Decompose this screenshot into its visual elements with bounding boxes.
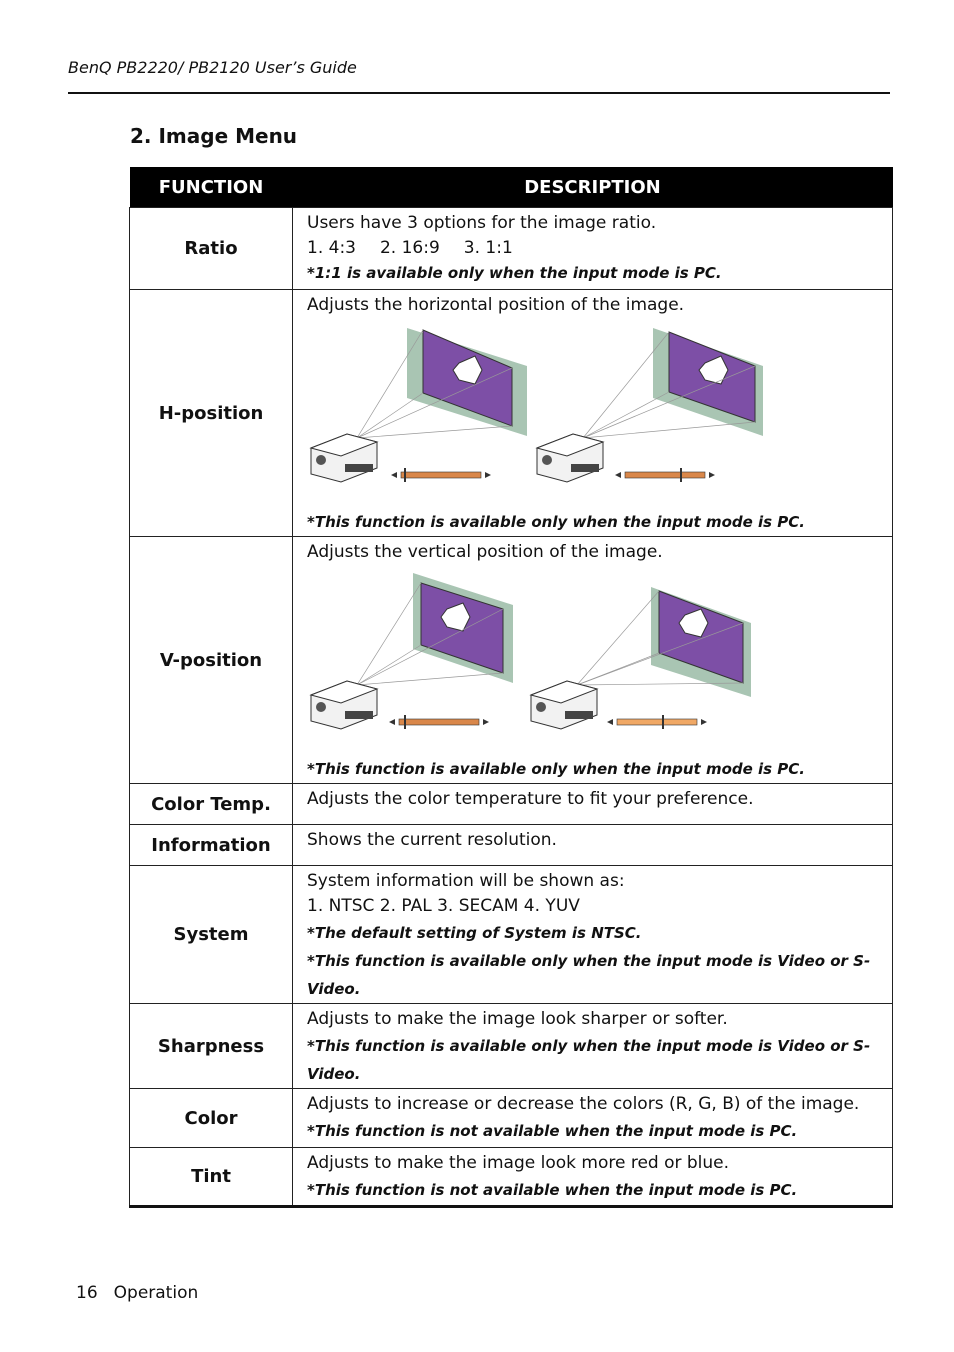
left-projection <box>311 328 527 482</box>
section-title: 2. Image Menu <box>130 124 298 148</box>
function-name: Sharpness <box>130 1004 293 1089</box>
system-options: 1. NTSC 2. PAL 3. SECAM 4. YUV <box>307 896 580 916</box>
table-row <box>130 290 893 537</box>
column-header-description: DESCRIPTION <box>293 167 893 208</box>
projector-icon <box>537 434 603 482</box>
function-description <box>293 825 893 866</box>
function-description <box>293 290 893 537</box>
v-position-illustration <box>307 565 892 755</box>
note-text: *The default setting of System is NTSC. <box>307 924 642 942</box>
image-menu-table <box>129 167 893 1208</box>
footer-section: Operation <box>113 1283 199 1303</box>
function-description <box>293 784 893 825</box>
note-text: *This function is not available when the input mode is PC. <box>307 1122 798 1140</box>
page-number: 16 <box>76 1283 98 1303</box>
function-description <box>293 537 893 784</box>
slider-icon <box>389 715 489 729</box>
projector-icon <box>311 681 377 729</box>
table-row <box>130 825 893 866</box>
table-row <box>130 1148 893 1207</box>
note-text: *1:1 is available only when the input mode is PC. <box>307 264 722 282</box>
function-description <box>293 1004 893 1089</box>
option-item: 3. 1:1 <box>463 238 513 258</box>
table-row <box>130 784 893 825</box>
projector-icon <box>311 434 377 482</box>
right-projection <box>531 587 751 729</box>
table-row <box>130 1089 893 1148</box>
table-row <box>130 537 893 784</box>
function-description <box>293 1148 893 1207</box>
slider-icon <box>391 468 491 482</box>
column-header-function: FUNCTION <box>130 167 293 208</box>
function-description <box>293 208 893 290</box>
projector-icon <box>531 681 597 729</box>
table-row <box>130 1004 893 1089</box>
note-text: *This function is available only when the input mode is Video or S-Video. <box>307 1037 871 1083</box>
description-text: Adjusts to make the image look more red or blue. <box>307 1153 730 1173</box>
table-row <box>130 866 893 1004</box>
description-text: Adjusts to make the image look sharper or softer. <box>307 1009 728 1029</box>
description-text: Adjusts the vertical position of the image. <box>307 542 663 562</box>
h-position-illustration <box>307 318 892 508</box>
function-name: Ratio <box>130 208 293 290</box>
left-projection <box>311 573 513 729</box>
description-text: Adjusts the horizontal position of the image. <box>307 295 685 315</box>
option-item: 2. 16:9 <box>379 238 440 258</box>
slider-icon <box>615 468 715 482</box>
table-header-row <box>130 167 893 208</box>
description-text: Shows the current resolution. <box>307 830 557 850</box>
note-text: *This function is available only when the input mode is Video or S-Video. <box>307 952 871 998</box>
ratio-options <box>307 236 892 261</box>
function-name: Color Temp. <box>130 784 293 825</box>
header-divider <box>68 92 890 94</box>
function-description <box>293 866 893 1004</box>
note-text: *This function is available only when the input mode is PC. <box>307 760 806 778</box>
running-header: BenQ PB2220/ PB2120 User’s Guide <box>68 58 357 77</box>
option-item: 1. 4:3 <box>307 238 356 258</box>
function-name: V-position <box>130 537 293 784</box>
description-text: Adjusts to increase or decrease the colors (R, G, B) of the image. <box>307 1094 860 1114</box>
function-name: Information <box>130 825 293 866</box>
function-description <box>293 1089 893 1148</box>
function-name: H-position <box>130 290 293 537</box>
function-name: System <box>130 866 293 1004</box>
description-text: Users have 3 options for the image ratio. <box>307 213 657 233</box>
note-text: *This function is not available when the input mode is PC. <box>307 1181 798 1199</box>
projector-diagram <box>307 318 893 508</box>
slider-icon <box>607 715 707 729</box>
right-projection <box>537 328 763 482</box>
function-name: Color <box>130 1089 293 1148</box>
table-row <box>130 208 893 290</box>
description-text: Adjusts the color temperature to fit your preference. <box>307 789 754 809</box>
projector-diagram <box>307 565 893 755</box>
function-name: Tint <box>130 1148 293 1207</box>
note-text: *This function is available only when the input mode is PC. <box>307 513 806 531</box>
page-footer <box>76 1283 198 1303</box>
description-text: System information will be shown as: <box>307 871 625 891</box>
